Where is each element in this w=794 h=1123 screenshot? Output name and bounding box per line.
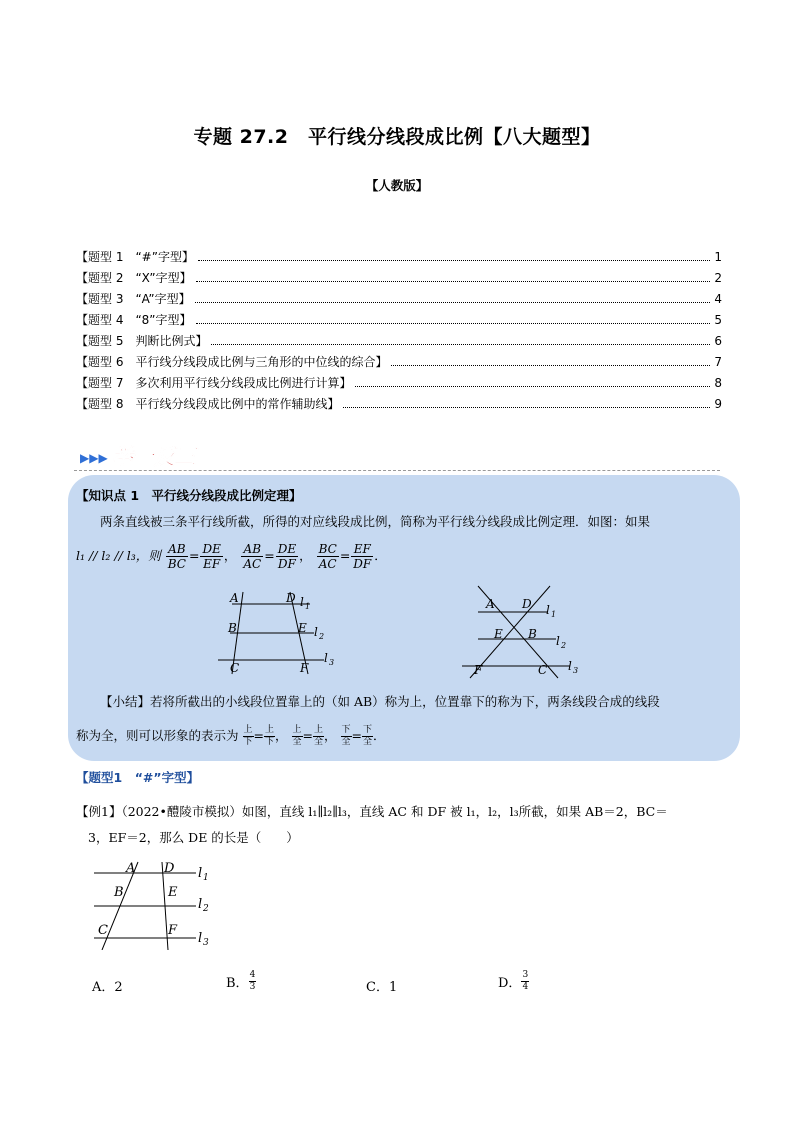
toc-page: 6: [714, 334, 722, 348]
toc-leader: [196, 280, 711, 282]
svg-text:A: A: [126, 861, 136, 876]
example-figure: [88, 858, 218, 950]
example-question-cont: 3，EF＝2，那么 DE 的长是（ ）: [88, 830, 299, 845]
toc-item[interactable]: [76, 311, 722, 332]
option-b[interactable]: B． $\frac{4}{3}$: [226, 970, 256, 992]
fraction: $\frac{EF}{DF}$: [353, 542, 372, 571]
fraction: 下 全: [363, 725, 373, 747]
svg-text:D: D: [164, 861, 175, 876]
fraction: $\frac{BC}{AC}$: [318, 542, 337, 571]
toc-label: 【题型 2 “X”字型】: [76, 271, 192, 285]
svg-text:A: A: [486, 597, 495, 611]
svg-text:l: l: [556, 634, 560, 648]
svg-text:C: C: [538, 663, 548, 677]
fraction: 上 全: [292, 725, 302, 747]
toc-label: 【题型 5 判断比例式】: [76, 334, 208, 348]
knowledge-summary: 【小结】若将所截出的小线段位置靠上的（如 AB）称为上，位置靠下的称为下，两条线段合成的线段: [100, 694, 660, 709]
toc-label: 【题型 1 “#”字型】: [76, 250, 194, 264]
svg-text:F: F: [300, 661, 309, 675]
page-subtitle: 【人教版】: [365, 178, 429, 193]
svg-text:E: E: [494, 627, 503, 641]
option-d[interactable]: D． $\frac{3}{4}$: [498, 970, 529, 992]
toc-page: 4: [714, 292, 722, 306]
toc-item[interactable]: [76, 395, 722, 416]
toc-item[interactable]: [76, 353, 722, 374]
svg-text:F: F: [474, 663, 483, 677]
svg-text:2: 2: [319, 632, 325, 641]
toc-label: 【题型 3 “A”字型】: [76, 292, 191, 306]
svg-text:3: 3: [329, 658, 335, 667]
svg-text:C: C: [98, 923, 108, 938]
svg-text:1: 1: [305, 602, 311, 611]
svg-text:l: l: [314, 625, 318, 639]
fraction: $\frac{AB}{AC}$: [243, 542, 262, 571]
knowledge-intro: 两条直线被三条平行线所截，所得的对应线段成比例，简称为平行线分线段成比例定理．如图：如果: [100, 514, 651, 529]
toc-leader: [196, 322, 711, 324]
svg-text:3: 3: [203, 938, 209, 948]
toc-page: 2: [714, 271, 722, 285]
svg-text:D: D: [286, 591, 296, 605]
fraction: $\frac{DE}{DF}$: [277, 542, 297, 571]
svg-text:l: l: [300, 595, 304, 609]
svg-text:1: 1: [551, 610, 557, 619]
figure-x-shape: [460, 582, 590, 682]
toc-leader: [211, 343, 710, 345]
svg-text:l: l: [546, 603, 550, 617]
toc-leader: [391, 364, 710, 366]
toc-item[interactable]: [76, 290, 722, 311]
svg-text:B: B: [114, 885, 124, 900]
svg-text:1: 1: [203, 873, 209, 883]
svg-text:F: F: [168, 923, 178, 938]
divider: [74, 470, 720, 471]
svg-text:l: l: [198, 931, 203, 946]
svg-text:l: l: [568, 659, 572, 673]
fraction: 上 全: [314, 725, 324, 747]
svg-text:B: B: [528, 627, 537, 641]
svg-text:l: l: [324, 651, 328, 665]
fraction: $\frac{DE}{EF}$: [202, 542, 221, 571]
svg-text:2: 2: [203, 904, 209, 914]
banner-text: 举一反三: [112, 444, 196, 469]
section-banner: [78, 440, 214, 472]
fraction: 下 全: [341, 725, 351, 747]
toc-item[interactable]: [76, 374, 722, 395]
svg-text:E: E: [298, 621, 307, 635]
svg-text:3: 3: [573, 666, 579, 675]
svg-text:E: E: [168, 885, 178, 900]
toc-page: 9: [714, 397, 722, 411]
option-c[interactable]: C．1: [366, 980, 398, 995]
toc-label: 【题型 8 平行线分线段成比例中的常作辅助线】: [76, 397, 340, 411]
example-question: 【例1】（2022•醴陵市模拟）如图，直线 l₁∥l₂∥l₃，直线 AC 和 DF 被 l₁，l₂，l₃所截，如果 AB＝2，BC＝: [76, 804, 668, 819]
svg-text:l: l: [198, 897, 203, 912]
toc-leader: [355, 385, 710, 387]
page-title: 专题 27.2 平行线分线段成比例【八大题型】: [193, 126, 601, 148]
toc-page: 8: [714, 376, 722, 390]
toc-leader: [198, 259, 710, 261]
fraction: $\frac{AB}{BC}$: [167, 542, 186, 571]
toc-leader: [343, 406, 710, 408]
toc-label: 【题型 4 “8”字型】: [76, 313, 192, 327]
toc-leader: [195, 301, 711, 303]
option-a[interactable]: A．2: [92, 980, 123, 995]
toc-label: 【题型 6 平行线分线段成比例与三角形的中位线的综合】: [76, 355, 388, 369]
toc-page: 7: [714, 355, 722, 369]
svg-text:A: A: [230, 591, 239, 605]
knowledge-formula-line: l₁ // l₂ // l₃，则 $\frac{AB}{BC}$ = $\frac{DE}{EF}$ ， $\frac{AB}{AC}$ = $\frac{DE}{DF}$ ， $\frac{BC}{AC}$ = $\frac{EF}{DF}$ ．: [76, 542, 387, 571]
fraction: 上 下: [243, 725, 253, 747]
figure-hash-shape: [210, 586, 340, 678]
svg-text:B: B: [228, 621, 237, 635]
banner-arrows-icon: ▶▶▶: [80, 451, 108, 465]
svg-text:C: C: [230, 661, 240, 675]
svg-text:2: 2: [561, 641, 567, 650]
svg-text:l: l: [198, 866, 203, 881]
toc-item[interactable]: [76, 248, 722, 269]
knowledge-title: 【知识点 1 平行线分线段成比例定理】: [76, 488, 302, 503]
toc-item[interactable]: [76, 269, 722, 290]
table-of-contents: [76, 248, 722, 416]
toc-page: 5: [714, 313, 722, 327]
type-heading: 【题型1 “#”字型】: [76, 770, 200, 785]
fraction: 上 下: [265, 725, 275, 747]
toc-item[interactable]: [76, 332, 722, 353]
parallel-condition: l₁ // l₂ // l₃，则: [76, 548, 161, 563]
toc-label: 【题型 7 多次利用平行线分线段成比例进行计算】: [76, 376, 352, 390]
toc-page: 1: [714, 250, 722, 264]
svg-text:D: D: [522, 597, 532, 611]
knowledge-summary-formula: 称为全，则可以形象的表示为 上 下 = 上 下 ， 上 全 = 上 全 ， 下 全 = 下 全 ．: [76, 725, 386, 747]
